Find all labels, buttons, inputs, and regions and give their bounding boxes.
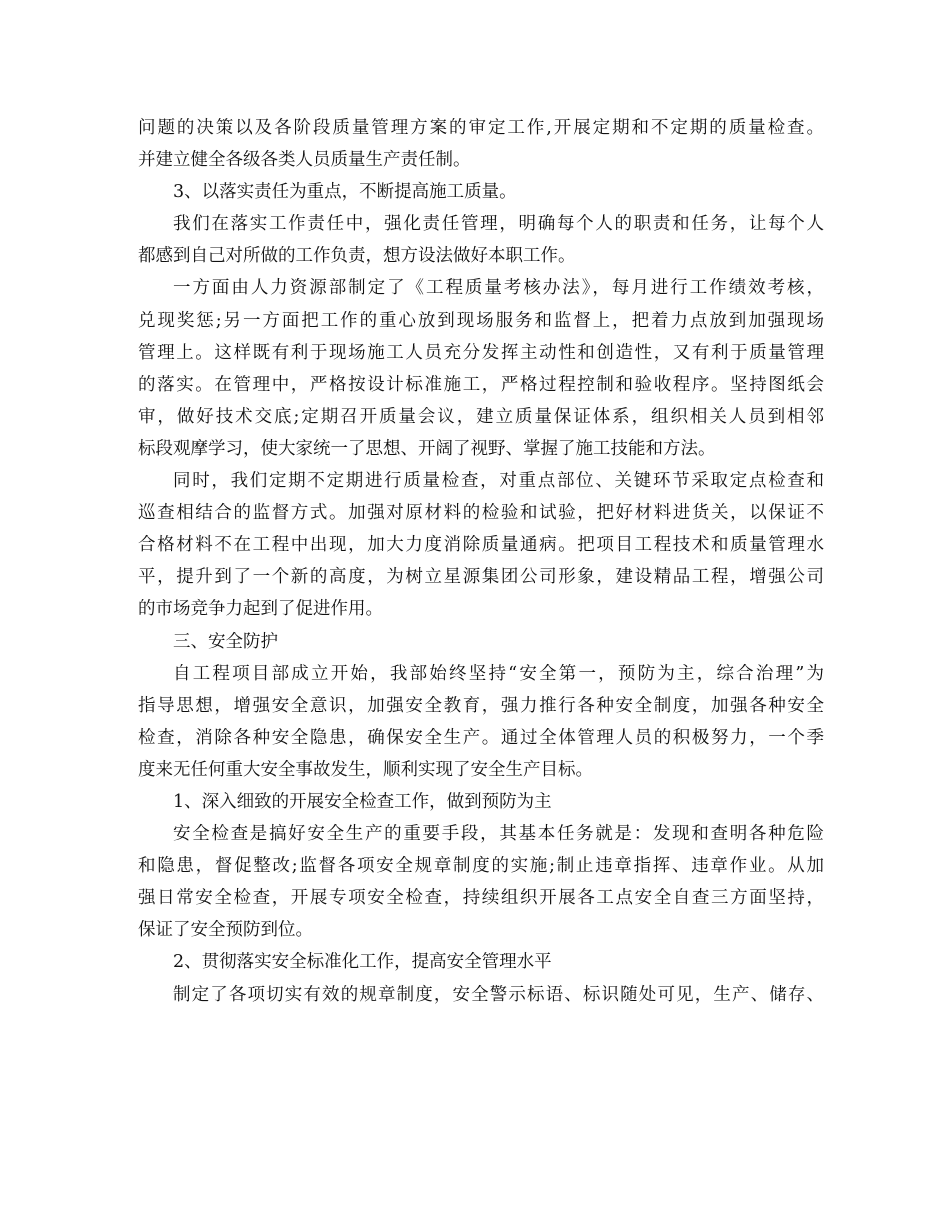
text-line: 审，做好技术交底;定期召开质量会议，建立质量保证体系，组织相关人员到相邻 bbox=[138, 406, 824, 427]
text-line: 并建立健全各级各类人员质量生产责任制。 bbox=[138, 150, 471, 171]
text-line: 的市场竞争力起到了促进作用。 bbox=[138, 599, 383, 620]
text-line: 一方面由人力资源部制定了《工程质量考核办法》，每月进行工作绩效考核， bbox=[173, 278, 824, 299]
text-line: 合格材料不在工程中出现，加大力度消除质量通病。把项目工程技术和质量管理水 bbox=[138, 535, 824, 556]
text-line: 检查，消除各种安全隐患，确保安全生产。通过全体管理人员的积极努力，一个季 bbox=[138, 727, 824, 748]
text-line: 3、以落实责任为重点，不断提高施工质量。 bbox=[173, 182, 517, 203]
text-line: 标段观摩学习，使大家统一了思想、开阔了视野、掌握了施工技能和方法。 bbox=[138, 438, 716, 459]
text-line: 安全检查是搞好安全生产的重要手段，其基本任务就是：发现和查明各种危险 bbox=[173, 824, 824, 845]
text-line: 1、深入细致的开展安全检查工作，做到预防为主 bbox=[173, 791, 552, 812]
text-line: 同时，我们定期不定期进行质量检查，对重点部位、关键环节采取定点检查和 bbox=[173, 471, 824, 492]
text-line: 巡查相结合的监督方式。加强对原材料的检验和试验，把好材料进货关，以保证不 bbox=[138, 503, 824, 524]
text-line: 制定了各项切实有效的规章制度，安全警示标语、标识随处可见，生产、储存、 bbox=[173, 984, 824, 1005]
text-line: 管理上。这样既有利于现场施工人员充分发挥主动性和创造性，又有利于质量管理 bbox=[138, 342, 824, 363]
text-line: 的落实。在管理中，严格按设计标准施工，严格过程控制和验收程序。坚持图纸会 bbox=[138, 374, 824, 395]
text-line: 三、安全防护 bbox=[173, 631, 278, 652]
text-line: 度来无任何重大安全事故发生，顺利实现了安全生产目标。 bbox=[138, 759, 593, 780]
text-line: 平，提升到了一个新的高度，为树立星源集团公司形象，建设精品工程，增强公司 bbox=[138, 567, 824, 588]
text-line: 2、贯彻落实安全标准化工作，提高安全管理水平 bbox=[173, 952, 552, 973]
text-line: 保证了安全预防到位。 bbox=[138, 920, 313, 941]
document-body bbox=[138, 112, 824, 1011]
text-line: 问题的决策以及各阶段质量管理方案的审定工作,开展定期和不定期的质量检查。 bbox=[138, 118, 824, 138]
text-line: 都感到自己对所做的工作负责，想方设法做好本职工作。 bbox=[138, 246, 576, 267]
text-line: 自工程项目部成立开始，我部始终坚持“安全第一，预防为主，综合治理”为 bbox=[173, 663, 824, 684]
text-line: 和隐患，督促整改;监督各项安全规章制度的实施;制止违章指挥、违章作业。从加 bbox=[138, 856, 824, 877]
text-line: 强日常安全检查，开展专项安全检查，持续组织开展各工点安全自查三方面坚持， bbox=[138, 888, 824, 909]
text-line: 我们在落实工作责任中，强化责任管理，明确每个人的职责和任务，让每个人 bbox=[173, 214, 824, 235]
text-line: 指导思想，增强安全意识，加强安全教育，强力推行各种安全制度，加强各种安全 bbox=[138, 695, 824, 716]
text-line: 兑现奖惩;另一方面把工作的重心放到现场服务和监督上，把着力点放到加强现场 bbox=[138, 310, 824, 331]
